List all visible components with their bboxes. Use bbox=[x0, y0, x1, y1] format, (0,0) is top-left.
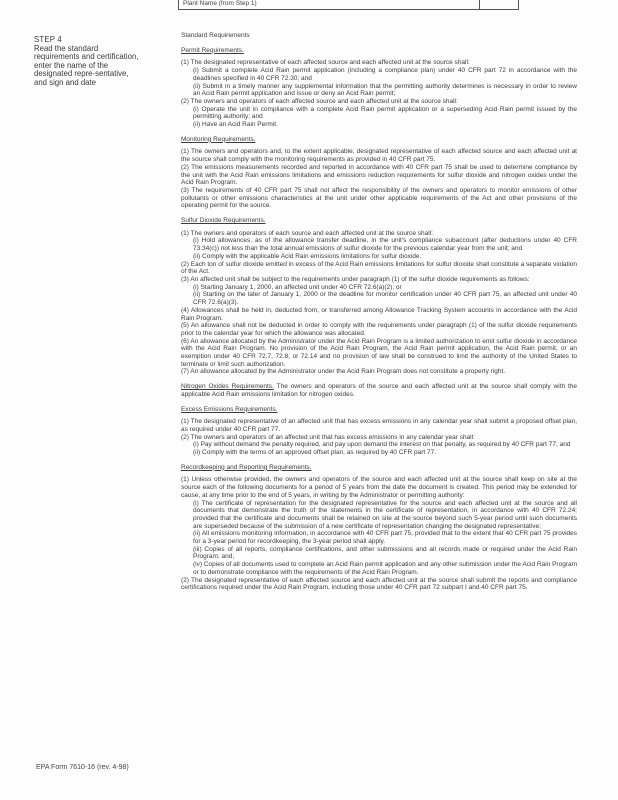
sulfur-line: (i) Starting January 1, 2000, an affected unit under 40 CFR 72.6(a)(2); or bbox=[193, 283, 402, 291]
sulfur-line: (6) An allowance allocated by the Administrator under the Acid Rain Program is a limited authorization to emit sulfur dioxide in accordance with the Acid Rain Program. No provision of the Acid Rain Program, the Acid Rain permit application, the Acid Rain permit, or an exemption under 40 CFR 72.7, 72.8, or 72.14 and no provision of law shall be construed to limit the authority of the United States to terminate or limit such authorization. bbox=[181, 337, 577, 368]
excess-line: (2) The owners and operators of an affected unit that has excess emissions in any calendar year shall: bbox=[181, 433, 475, 441]
permit-line: (i) Submit a complete Acid Rain permit application (including a compliance plan) under 40 CFR part 72 in accordance with the deadlines specified in 40 CFR 72.30; and bbox=[193, 67, 577, 82]
sulfur-line: (1) The owners and operators of each source and each affected unit at the source shall: bbox=[181, 229, 433, 237]
sulfur-dioxide-requirements-title: Sulfur Dioxide Requirements. bbox=[181, 217, 266, 225]
sulfur-line: (ii) Comply with the applicable Acid Rain emissions limitations for sulfur dioxide. bbox=[193, 252, 422, 260]
sulfur-line: (2) Each ton of sulfur dioxide emitted in excess of the Acid Rain emissions limitations for sulfur dioxide shall constitute a separate violation of the Act. bbox=[181, 260, 577, 276]
monitoring-line: (3) The requirements of 40 CFR part 75 shall not affect the responsibility of the owners and operators to monitor emissions of other pollutants or other emissions characteristics at the unit under other applicable requirements of the Act and other provisions of the operating permit for the source. bbox=[181, 186, 577, 210]
step-instructions bbox=[34, 36, 142, 88]
excess-emissions-requirements-title: Excess Emissions Requirements. bbox=[181, 405, 278, 413]
requirements-body bbox=[181, 32, 577, 592]
recordkeeping-requirements-title: Recordkeeping and Reporting Requirements. bbox=[181, 463, 312, 471]
sulfur-line: (i) Hold allowances, as of the allowance transfer deadline, in the unit's compliance subaccount (after deductions under 40 CFR 73.34(c)) not less than the total annual emissions of sulfur dioxide for the previous calendar year from the unit; and bbox=[193, 237, 577, 253]
monitoring-line: (2) The emissions measurements recorded and reported in accordance with 40 CFR part 75 shall be used to determine compliance by the unit with the Acid Rain emissions limitations and emissions reduction requirements for sulfur dioxide and nitrogen oxides under the Acid Rain Program. bbox=[181, 163, 577, 187]
permit-requirements-title: Permit Requirements. bbox=[181, 46, 244, 54]
recordkeeping-line: (ii) All emissions monitoring information, in accordance with 40 CFR part 75, provided that to the extent that 40 CFR part 75 provides for a 3-year period for recordkeeping, the 3-year period shall apply. bbox=[193, 530, 577, 546]
sulfur-line: (3) An affected unit shall be subject to the requirements under paragraph (1) of the sulfur dioxide requirements as follows: bbox=[181, 275, 530, 283]
step-text: Read the standard requirements and certification, enter the name of the designated repre-sentative, and sign and date bbox=[34, 43, 139, 87]
monitoring-requirements-title: Monitoring Requirements. bbox=[181, 135, 256, 143]
recordkeeping-line: (iv) Copies of all documents used to complete an Acid Rain permit application and any other submission under the Acid Rain Program or to demonstrate compliance with the requirements of the Acid Rain Program. bbox=[193, 561, 577, 576]
nitrogen-oxides-text: The owners and operators of the source and each affected unit at the source shall comply with the applicable Acid Rain emissions limitation for nitrogen oxides. bbox=[181, 383, 577, 398]
plant-box-edge bbox=[474, 0, 519, 10]
sulfur-line: (4) Allowances shall be held in, deducted from, or transferred among Allowance Tracking System accounts in accordance with the Acid Rain Program. bbox=[181, 306, 577, 322]
sulfur-line: (5) An allowance shall not be deducted in order to comply with the requirements under paragraph (1) of the sulfur dioxide requirements prior to the calendar year for which the allowance was allocated. bbox=[181, 322, 577, 337]
recordkeeping-line: (iii) Copies of all reports, compliance certifications, and other submissions and all records made or required under the Acid Rain Program; and, bbox=[193, 545, 577, 561]
monitoring-line: (1) The owners and operators and, to the extent applicable, designated representative of each affected source and each affected unit at the source shall comply with the monitoring requirements as provided in 40 CFR part 75. bbox=[181, 148, 577, 164]
sulfur-line: (7) An allowance allocated by the Administrator under the Acid Rain Program does not constitute a property right. bbox=[181, 368, 506, 376]
standard-requirements-title: Standard Requirements bbox=[181, 32, 250, 39]
excess-line: (i) Pay without demand the penalty required, and pay upon demand the interest on that penalty, as required by 40 CFR part 77; and bbox=[193, 441, 571, 449]
nitrogen-oxides-title: Nitrogen Oxides Requirements. bbox=[181, 383, 274, 391]
recordkeeping-line: (1) Unless otherwise provided, the owners and operators of the source and each affected unit at the source shall keep on site at the source each of the following documents for a period of 5 years from the date the document is created. This period may be extended for cause, at any time prior to the end of 5 years, in writing by the Administrator or permitting authority: bbox=[181, 476, 577, 499]
form-number: EPA Form 7610-16 (rev. 4-98) bbox=[36, 764, 129, 771]
recordkeeping-line: (2) The designated representative of each affected source and each affected unit at the source shall submit the reports and compliance certifications required under the Acid Rain Program, including those under 40 CFR part 72 subpart I and 40 CFR part 75. bbox=[181, 576, 577, 592]
permit-line: (ii) Submit in a timely manner any supplemental information that the permitting authority determines is necessary in order to review an Acid Rain permit application and issue or deny an Acid Rain permit; bbox=[193, 82, 577, 98]
permit-line: (1) The designated representative of each affected source and each affected unit at the source shall: bbox=[181, 59, 470, 67]
plant-name-label: Plant Name (from Step 1) bbox=[183, 0, 257, 7]
recordkeeping-line: (i) The certificate of representation for the designated representative for the source and each affected unit at the source and all documents that demonstrate the truth of the statements in the certificate of representation, in accordance with 40 CFR 72.24; provided that the certificate and documents shall be retained on site at the source beyond such 5-year period until such documents are superseded because of the submission of a new certificate of representation changing the designated representative; bbox=[193, 499, 577, 530]
permit-line: (2) The owners and operators of each affected source and each affected unit at the source shall: bbox=[181, 97, 458, 105]
permit-line: (ii) Have an Acid Rain Permit. bbox=[193, 121, 278, 129]
sulfur-line: (ii) Starting on the later of January 1, 2000 or the deadline for monitor certification under 40 CFR part 75, an affected unit under 40 CFR 72.6(a)(3). bbox=[193, 291, 577, 307]
nitrogen-oxides-paragraph bbox=[181, 383, 577, 398]
excess-line: (1) The designated representative of an affected unit that has excess emissions in any calendar year shall submit a proposed offset plan, as required under 40 CFR part 77. bbox=[181, 418, 577, 433]
step-number: STEP 4 bbox=[34, 35, 62, 44]
excess-line: (ii) Comply with the terms of an approved offset plan, as required by 40 CFR part 77. bbox=[193, 449, 437, 457]
permit-line: (i) Operate the unit in compliance with a complete Acid Rain permit application or a superseding Acid Rain permit issued by the permitting authority; and bbox=[193, 105, 577, 121]
plant-name-field[interactable] bbox=[178, 0, 480, 10]
